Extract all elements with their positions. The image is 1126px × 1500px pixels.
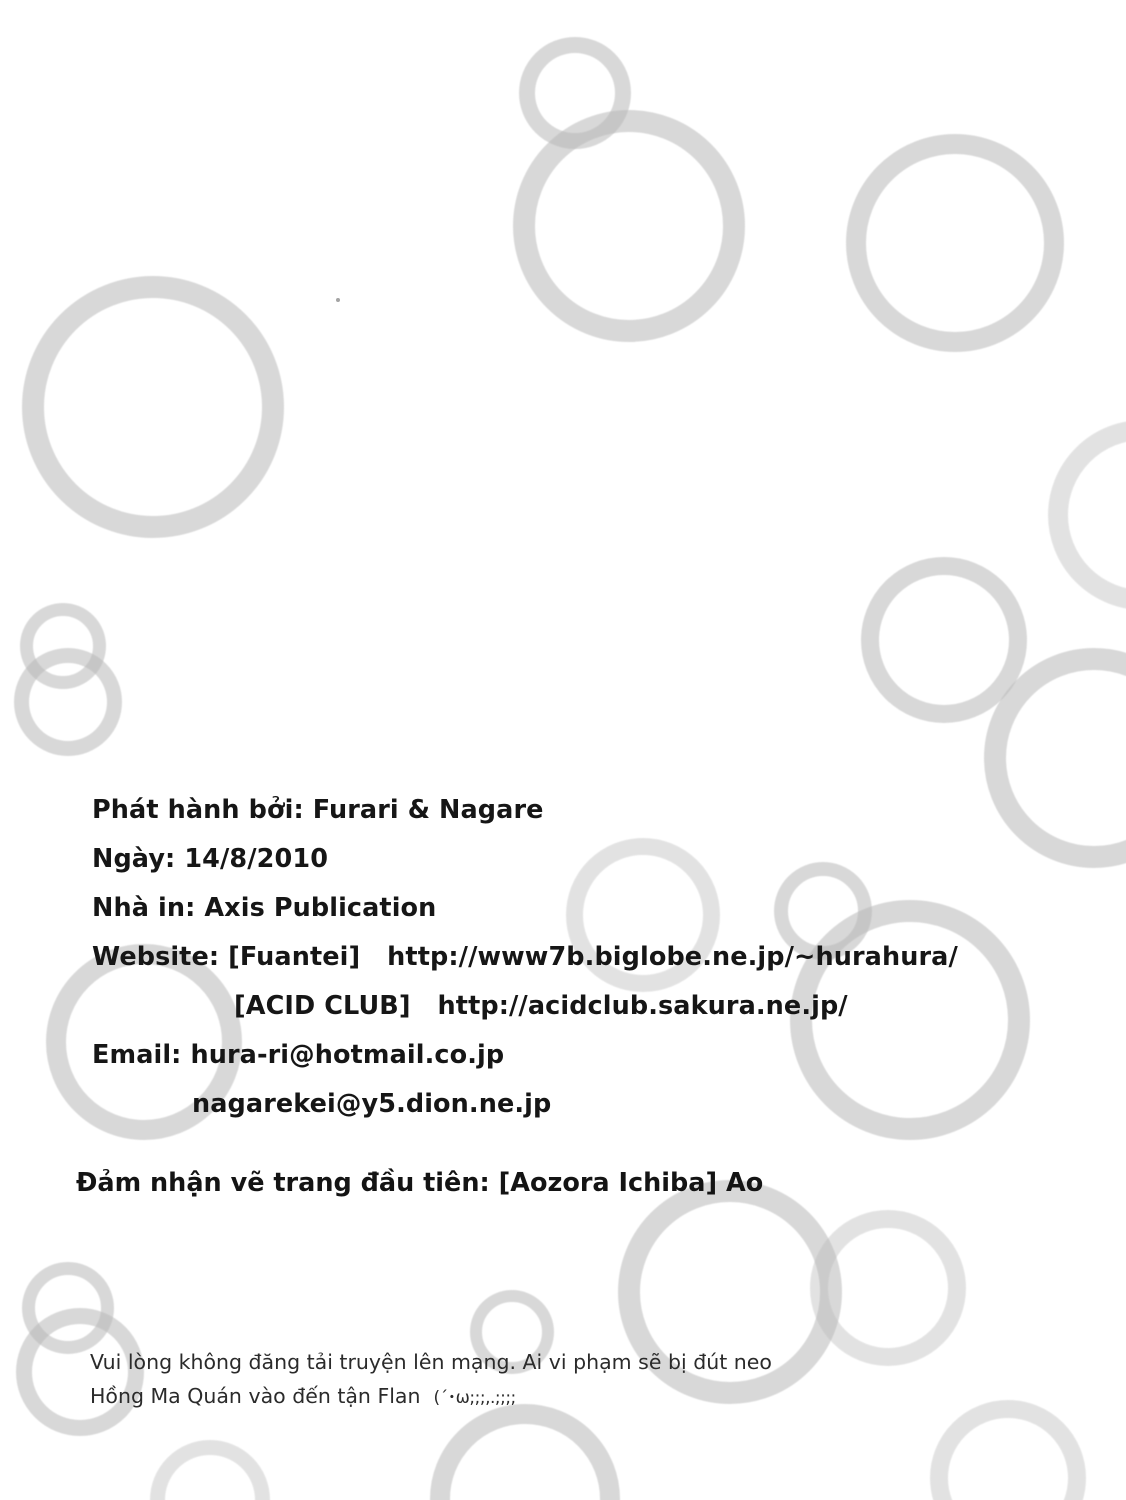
speck-dot [336,298,340,302]
colophon-line-publisher: Phát hành bởi: Furari & Nagare [92,795,544,825]
bubble-decoration [519,37,631,149]
colophon-line-website-primary: Website: [Fuantei] http://www7b.biglobe.ne.jp/~hurahura/ [92,942,958,972]
notice-line-2-text: Hồng Ma Quán vào đến tận Flan [90,1384,434,1408]
colophon-line-email-secondary: nagarekei@y5.dion.ne.jp [192,1089,552,1119]
bubble-decoration [22,1262,114,1354]
colophon-line-printer: Nhà in: Axis Publication [92,893,437,923]
bubble-decoration [20,603,106,689]
kaomoji-emoticon: (´･ω;;;,.;;;; [433,1388,516,1408]
bubble-decoration [861,557,1027,723]
bubble-decoration [930,1400,1086,1500]
colophon-line-date: Ngày: 14/8/2010 [92,844,329,874]
colophon-line-email-primary: Email: hura-ri@hotmail.co.jp [92,1040,505,1070]
notice-line-1: Vui lòng không đăng tải truyện lên mạng. Ai vi phạm sẽ bị đút neo [90,1350,772,1374]
notice-line-2 [90,1379,990,1415]
distribution-notice [90,1345,990,1415]
bubble-decoration [846,134,1064,352]
bubble-decoration [513,110,745,342]
bubble-decoration [22,276,284,538]
bubble-decoration [150,1440,270,1500]
bubble-decoration [810,1210,966,1366]
bubble-decoration [1048,420,1126,610]
colophon-line-website-secondary: [ACID CLUB] http://acidclub.sakura.ne.jp/ [234,991,848,1021]
cover-artist-credit: Đảm nhận vẽ trang đầu tiên: [Aozora Ichiba] Ao [76,1168,764,1198]
colophon-block [92,786,1052,1129]
bubble-decoration [430,1404,620,1500]
bubble-decoration [14,648,122,756]
